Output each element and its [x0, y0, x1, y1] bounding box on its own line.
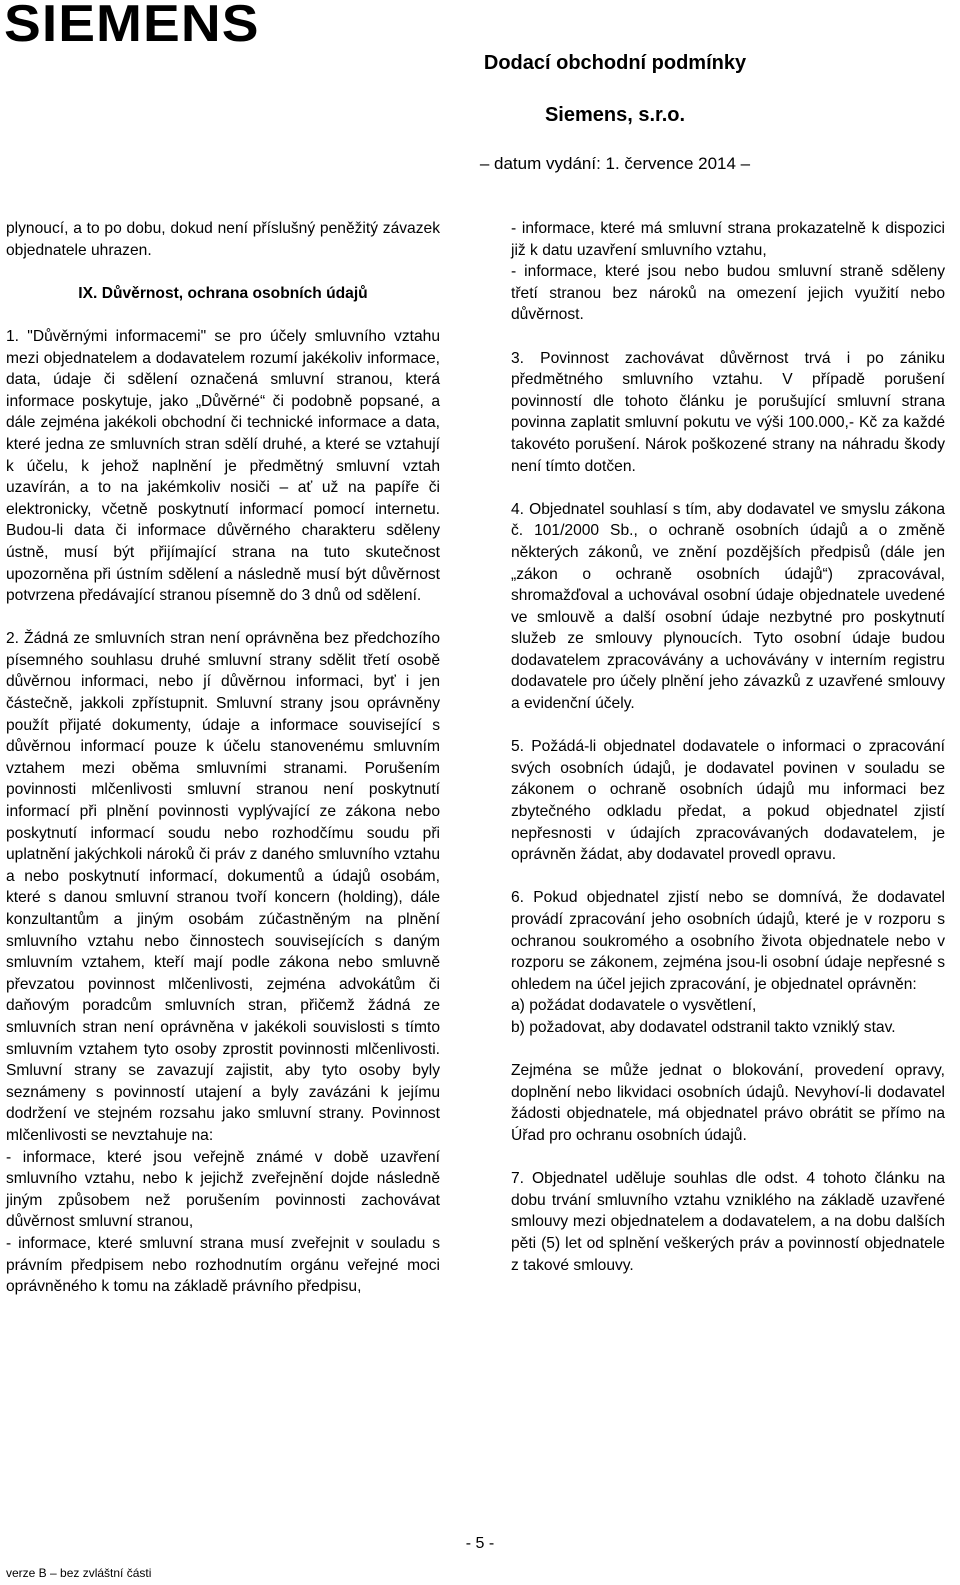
paragraph-4: 4. Objednatel souhlasí s tím, aby dodavatel ve smyslu zákona č. 101/2000 Sb., o ochraně osobních údajů a o změně některých zákonů, ve znění pozdějších předpisů (dále jen „zákon o ochraně osobních údajů“) zpracovával, shromažďoval a uchovával osobní údaje objednatele uvedené ve smlouvě a další osobní údaje nezbytné pro poskytnutí služeb ze smlouvy plynoucích. Tyto osobní údaje budou dodavatelem zpracovávány a uchovávány v interním registru dodavatele pro účely plnění jeho závazků z uzavřené smlouvy a evidenční účely.	[511, 500, 945, 713]
list-item-prior-info: - informace, které má smluvní strana prokazatelně k dispozici již k datu uzavření smluvního vztahu,	[511, 220, 945, 259]
paragraph-3: 3. Povinnost zachovávat důvěrnost trvá i po zániku předmětného smluvního vztahu. V případě porušení povinností dle tohoto článku je porušující smluvní strana povinna zaplatit smluvní pokutu ve výši 100.000,- Kč za každé takovéto porušení. Nárok poškozené strany na náhradu škody není tímto dotčen.	[511, 349, 945, 475]
document-title: Dodací obchodní podmínky	[483, 52, 747, 74]
paragraph-6: 6. Pokud objednatel zjistí nebo se domnívá, že dodavatel provádí zpracování jeho osobních údajů, které je v rozporu s ochranou soukromého a osobního života objednatele nebo v rozporu se zákonem, zejména jsou-li osobní údaje nepřesné s ohledem na účel jejich zpracování, je objednatel oprávněn:	[511, 889, 945, 993]
list-item-public-info: - informace, které jsou veřejně známé v době uzavření smluvního vztahu, nebo k jejichž zveřejnění dojde následně jiným způsobem než porušením povinnosti zachovávat důvěrnost smluvní stranou,	[6, 1148, 440, 1231]
section-heading: IX. Důvěrnost, ochrana osobních údajů	[78, 284, 368, 302]
page-number: - 5 -	[465, 1535, 495, 1552]
list-item-a: a) požádat dodavatele o vysvětlení,	[511, 997, 757, 1015]
paragraph-7: 7. Objednatel uděluje souhlas dle odst. 4 tohoto článku na dobu trvání smluvního vztahu vzniklého na základě uzavřené smlouvy mezi objednatelem a dodavatelem, a na dobu dalších pěti (5) let od splnění veškerých práv a povinností objednatele z takové smlouvy.	[511, 1170, 945, 1274]
siemens-logo: SIEMENS	[4, 0, 260, 53]
list-item-legal-disclosure: - informace, které smluvní strana musí zveřejnit v souladu s právním předpisem nebo rozhodnutím orgánu veřejné moci oprávněného k tomu na základě právního předpisu,	[6, 1234, 440, 1296]
company-name: Siemens, s.r.o.	[544, 104, 686, 126]
issue-date: – datum vydání: 1. července 2014 –	[479, 154, 751, 173]
paragraph-6-continued: Zejména se může jednat o blokování, provedení opravy, doplnění nebo likvidaci osobních údajů. Nevyhoví-li dodavatel žádosti objednatele, má objednatel právo obrátit se přímo na Úřad pro ochranu osobních údajů.	[511, 1062, 945, 1144]
paragraph-2: 2. Žádná ze smluvních stran není oprávněna bez předchozího písemného souhlasu druhé smluvní strany sdělit třetí osobě důvěrnou informaci, nebo jí důvěrnou informaci, byť i jen částečně, jakkoli zpřístupnit. Smluvní strany jsou oprávněny použít přijaté dokumenty, údaje a informace související s důvěrnou informací pouze k účelu stanovenému smluvním vztahem mezi oběma smluvními stranami. Porušením povinnosti mlčenlivosti smluvní stranou není poskytnutí informací při plnění povinnosti vyplývající ze zákona nebo poskytnutí informací soudu nebo rozhodčímu soudu při uplatnění jakýchkoli nároků či práv z daného smluvního vztahu a nebo poskytnutí informací, dokumentů a údajů osobám, které s danou smluvní stranou tvoří koncern (holding), dále konzultantům a jiným osobám zúčastněným na plnění smluvního vztahu nebo činnostech souvisejících s daným smluvním vztahem, kteří mají podle zákona nebo smluvně převzatou povinnost mlčenlivosti, zejména advokátům či daňovým poradcům smluvních stran, přičemž žádná ze smluvních stran není oprávněna v jakékoli souvislosti s tímto smluvním vztahem tyto osoby zprostit povinnosti mlčenlivosti. Smluvní strany se zavazují zajistit, aby tyto osoby byly seznámeny s povinností utajení a byly zavázáni k jejímu dodržení ve stejném rozsahu jako smluvní strany. Povinnost mlčenlivosti se nevztahuje na:	[6, 630, 440, 1144]
paragraph-continuation: plynoucí, a to po dobu, dokud není příslušný peněžitý závazek objednatele uhrazen.	[6, 220, 440, 259]
paragraph-5: 5. Požádá-li objednatel dodavatele o informaci o zpracování svých osobních údajů, je dodavatel povinen v souladu se zákonem o ochraně osobních údajů mu informaci bez zbytečného odkladu předat, a pokud objednatel zjistí nepřesnosti v údajích zpracovávaných dodavatelem, je oprávněn žádat, aby dodavatel provedl opravu.	[511, 738, 945, 864]
list-item-b: b) požadovat, aby dodavatel odstranil takto vzniklý stav.	[511, 1018, 896, 1036]
version-note: verze B – bez zvláštní části	[6, 1566, 152, 1580]
right-column	[511, 218, 945, 1298]
paragraph-1: 1. "Důvěrnými informacemi" se pro účely smluvního vztahu mezi objednatelem a dodavatelem rozumí jakékoliv informace, data, údaje či sdělení označená smluvní stranou, která informace poskytuje, jako „Důvěrné“ či podobně popsané, a dále zejména jakékoli obchodní či technické informace a data, které jedna ze smluvních stran sdělí druhé, a které se vztahují k účelu, k jehož naplnění je předmětný smluvní vztah uzavírán, a to na jakémkoliv nosiči – ať už na papíře či elektronicky, včetně poskytnutí informací pomocí internetu. Budou-li data či informace důvěrného charakteru sděleny ústně, musí být přijímající strana na tuto skutečnost upozorněna při ústním sdělení a následně musí být důvěrnost potvrzena předávající stranou písemně do 3 dnů od sdělení.	[6, 327, 440, 605]
list-item-third-party-info: - informace, které jsou nebo budou smluvní straně sděleny třetí stranou bez nároků na omezení jejich využití nebo důvěrnost.	[511, 263, 945, 324]
left-column	[6, 218, 440, 1298]
